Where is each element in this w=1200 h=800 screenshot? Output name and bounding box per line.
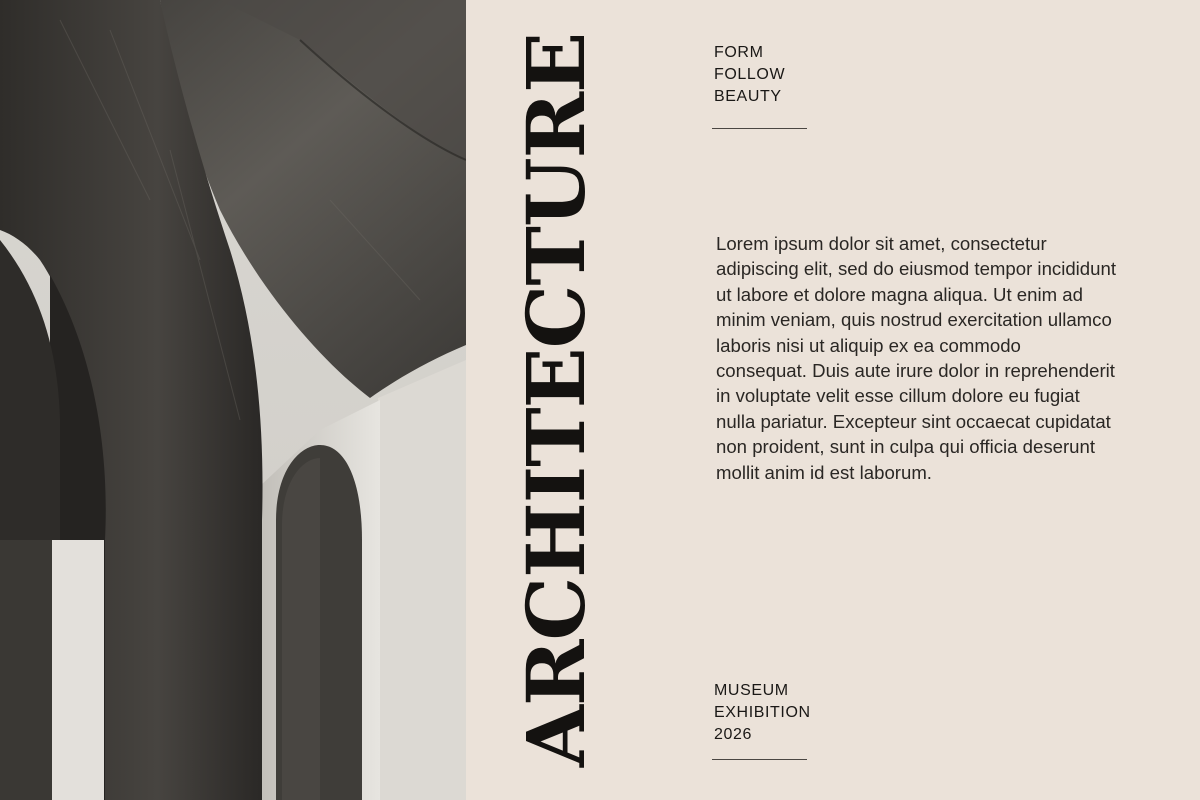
footer-line: 2026 <box>714 726 752 743</box>
concrete-arches-photo <box>0 0 466 800</box>
tagline-line: FOLLOW <box>714 66 786 83</box>
tagline <box>714 42 785 108</box>
vertical-title-area <box>466 0 646 800</box>
top-divider <box>712 128 807 129</box>
bottom-divider <box>712 759 807 760</box>
tagline-line: BEAUTY <box>714 88 782 105</box>
footer-line: EXHIBITION <box>714 704 811 721</box>
tagline-line: FORM <box>714 44 764 61</box>
body-paragraph: Lorem ipsum dolor sit amet, consectetur adipiscing elit, sed do eiusmod tempor incididunt ut labore et dolore magna aliqua. Ut enim ad minim veniam, quis nostrud exercitation ullamco laboris nisi ut aliquip ex ea commodo consequat. Duis aute irure dolor in reprehenderit in voluptate velit esse cillum dolore eu fugiat nulla pariatur. Excepteur sint occaecat cupidatat non proident, sunt in culpa qui officia deserunt mollit anim id est laborum. <box>716 233 1116 483</box>
exhibition-label <box>714 680 811 746</box>
footer-line: MUSEUM <box>714 682 789 699</box>
architecture-title: ARCHITECTURE <box>509 32 603 768</box>
